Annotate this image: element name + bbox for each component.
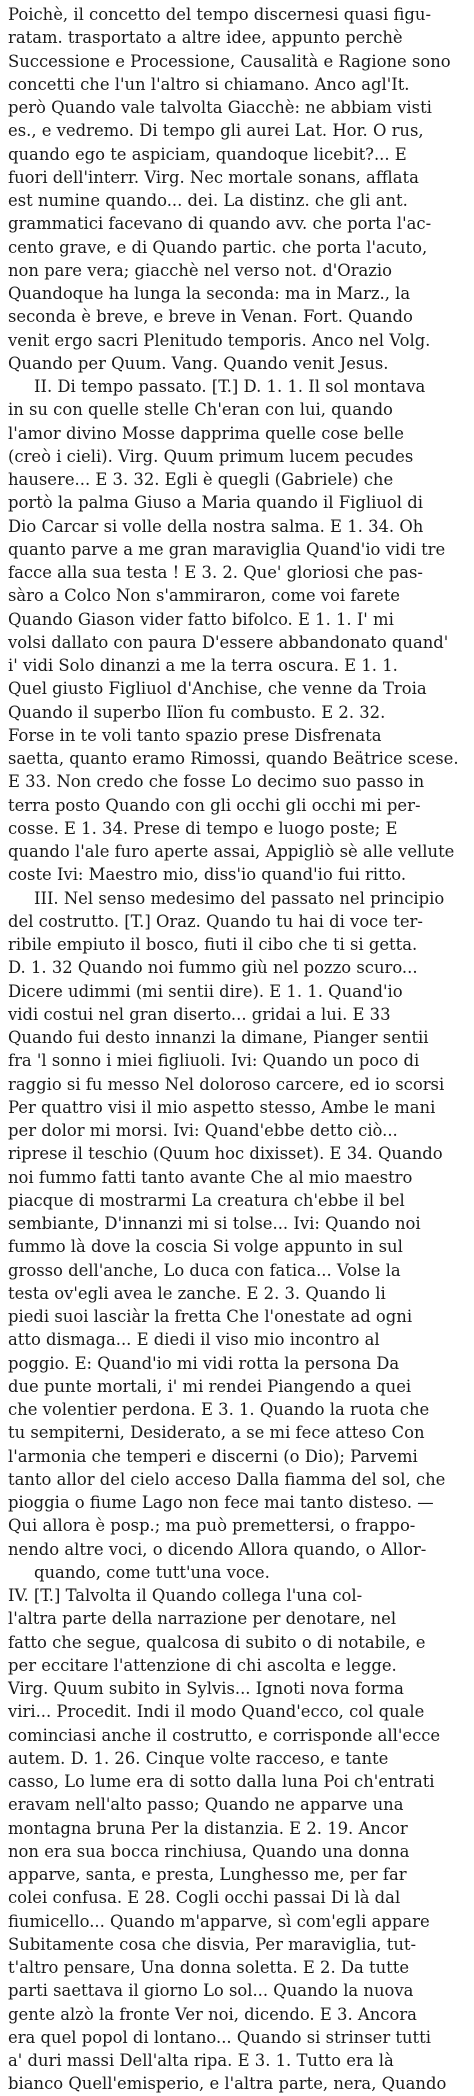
text-line: noi fummo fatti tanto avante Che al mio maestro <box>8 1167 413 1187</box>
text-line: Quel giusto Figliuol d'Anchise, che venne da Troia <box>8 679 427 699</box>
text-line: Qui allora è posp.; ma può premettersi, o frappo- <box>8 1516 416 1536</box>
text-line: Dicere udimmi (mi sentii dire). E 1. 1. Quand'io <box>8 981 403 1001</box>
text-line: in su con quelle stelle Ch'eran con lui, quando <box>8 400 393 420</box>
text-line: casso, Lo lume era di sotto dalla luna Poi ch'entrati <box>8 1772 435 1791</box>
text-line: (creò i cieli). Virg. Quum primum lucem pecudes <box>8 446 414 466</box>
text-line: es., e vedremo. Di tempo gli aurei Lat. Hor. O rus, <box>8 121 424 141</box>
text-line: Virg. Quum subito in Sylvis... Ignoti nova forma <box>8 1679 404 1698</box>
text-line: IV. [T.] Talvolta il Quando collega l'una col- <box>8 1586 363 1605</box>
text-line: II. Di tempo passato. [T.] D. 1. 1. Il sol montava <box>34 377 426 396</box>
text-line: parti saettava il giorno Lo sol... Quando la nuova <box>8 1981 414 2001</box>
text-line: colei confusa. E 28. Cogli occhi passai Di là dal <box>8 1888 401 1908</box>
text-line: apparve, santa, e presta, Lunghesso me, per far <box>8 1865 407 1884</box>
text-line: D. 1. 32 Quando noi fummo giù nel pozzo scuro... <box>8 958 418 978</box>
text-line: raggio si fu messo Nel doloroso carcere, ed io scorsi <box>8 1074 445 1094</box>
text-line: Quandoque ha lunga la seconda: ma in Marz., la <box>8 284 411 303</box>
text-line: venit ergo sacri Plenitudo temporis. Anco nel Volg. <box>8 330 431 350</box>
text-line: saetta, quanto eramo Rimossi, quando Beätrice scese. <box>8 749 459 768</box>
text-line: testa ov'egli avea le zanche. E 2. 3. Quando li <box>8 1283 386 1303</box>
entry-text-column <box>8 3 468 2096</box>
text-line: seconda è breve, e breve in Venan. Fort. Quando <box>8 307 413 327</box>
text-line: fatto che segue, qualcosa di subito o di notabile, e <box>8 1632 426 1652</box>
text-line: montagna bruna Per la distanzia. E 2. 19. Ancor <box>8 1818 408 1838</box>
text-line: fra 'l sonno i miei figliuoli. Ivi: Quando un poco di <box>8 1051 420 1071</box>
text-line: riprese il teschio (Quum hoc dixisset). E 34. Quando <box>8 1144 443 1164</box>
text-line: cosse. E 1. 34. Prese di tempo e luogo poste; E <box>8 818 398 838</box>
text-line: sàro a Colco Non s'ammiraron, come voi farete <box>8 586 401 606</box>
text-line: era quel popol di lontano... Quando si strinser tutti <box>8 2027 431 2047</box>
text-line: piedi suoi lasciàr la fretta Che l'onestate ad ogni <box>8 1307 413 1326</box>
text-line: Successione e Processione, Causalità e Ragione sono <box>8 51 451 71</box>
text-line: hausere... E 3. 32. Egli è quegli (Gabriele) che <box>8 470 394 489</box>
text-line: sembiante, D'innanzi mi si tolse... Ivi: Quando noi <box>8 1214 421 1233</box>
text-line: cento grave, e di Quando partic. che porta l'acuto, <box>8 237 428 257</box>
text-line: viri... Procedit. Indi il modo Quand'ecco, col quale <box>8 1702 425 1722</box>
text-line: concetti che l'un l'altro si chiamano. Anco agl'It. <box>8 74 410 94</box>
text-line: a' duri massi Dell'alta ripa. E 3. 1. Tutto era là <box>8 2051 394 2070</box>
text-line: E 33. Non credo che fosse Lo decimo suo passo in <box>8 772 425 792</box>
text-line: Quando il superbo Ilïon fu combusto. E 2. 32. <box>8 702 386 722</box>
text-line: quando, come tutt'una voce. <box>34 1562 270 1582</box>
text-line: l'armonia che temperi e discerni (o Dio); Parvemi <box>8 1446 418 1466</box>
text-line: est numine quando... dei. La distinz. che gli ant. <box>8 191 408 210</box>
text-line: due punte mortali, i' mi rendei Piangendo a quei <box>8 1376 412 1396</box>
text-line: piacque di mostrarmi La creatura ch'ebbe il bel <box>8 1190 405 1210</box>
text-line: poggio. E: Quand'io mi vidi rotta la persona Da <box>8 1353 400 1373</box>
text-line: fiumicello... Quando m'apparve, sì com'egli appare <box>8 1911 430 1931</box>
text-line: fuori dell'interr. Virg. Nec mortale sonans, afflata <box>8 167 419 187</box>
text-line: facce alla sua testa ! E 3. 2. Que' gloriosi che pas- <box>8 563 423 582</box>
text-line: l'amor divino Mosse dapprima quelle cose belle <box>8 423 404 443</box>
text-line: Per quattro visi il mio aspetto stesso, Ambe le mani <box>8 1097 436 1117</box>
text-line: Quando Giason vider fatto bifolco. E 1. 1. I' mi <box>8 609 394 629</box>
text-line: del costrutto. [T.] Oraz. Quando tu hai di voce ter- <box>8 911 423 931</box>
text-line: gente alzò la fronte Ver noi, dicendo. E 3. Ancora <box>8 2004 417 2024</box>
text-line: grammatici facevano di quando avv. che porta l'ac- <box>8 214 432 234</box>
text-line: non era sua bocca rinchiusa, Quando una donna <box>8 1841 410 1861</box>
text-line: t'altro pensare, Una donna soletta. E 2. Da tutte <box>8 1958 410 1977</box>
text-line: Poichè, il concetto del tempo discernesi quasi figu- <box>8 5 431 24</box>
text-line: terra posto Quando con gli occhi gli occhi mi per- <box>8 795 421 815</box>
text-line: nendo altre voci, o dicendo Allora quando, o Allor- <box>8 1539 427 1559</box>
text-line: Forse in te voli tanto spazio prese Disfrenata <box>8 725 382 745</box>
text-line: volsi dallato con paura D'essere abbandonato quand' <box>8 632 449 652</box>
text-line: III. Nel senso medesimo del passato nel principio <box>34 888 445 908</box>
text-line: Quando per Quum. Vang. Quando venit Jesus. <box>8 353 389 373</box>
text-line: atto dismaga... E diedi il viso mio incontro al <box>8 1330 380 1350</box>
text-line: ribile empiuto il bosco, fiuti il cibo che ti si getta. <box>8 935 418 954</box>
text-line: ratam. trasportato a altre idee, appunto perchè <box>8 28 403 48</box>
text-line: eravam nell'alto passo; Quando ne apparve una <box>8 1795 404 1815</box>
text-line: Subitamente cosa che disvia, Per maraviglia, tut- <box>8 1934 416 1954</box>
text-line: portò la palma Giuso a Maria quando il Figliuol di <box>8 493 423 513</box>
text-line: quanto parve a me gran maraviglia Quand'io vidi tre <box>8 539 446 559</box>
text-line: però Quando vale talvolta Giacchè: ne abbiam visti <box>8 98 432 117</box>
text-line: non pare vera; giacchè nel verso not. d'Orazio <box>8 260 393 280</box>
text-line: grosso dell'anche, Lo duca con fatica... Volse la <box>8 1260 401 1280</box>
text-line: cominciasi anche il costrutto, e corrisponde all'ecce <box>8 1725 441 1745</box>
text-line: per dolor mi morsi. Ivi: Quand'ebbe detto ciò... <box>8 1121 398 1140</box>
text-line: quando ego te aspiciam, quandoque licebit?... E <box>8 144 407 164</box>
text-line: tu sempiterni, Desiderato, a se mi fece atteso Con <box>8 1423 425 1443</box>
text-line: autem. D. 1. 26. Cinque volte racceso, e tante <box>8 1748 389 1768</box>
text-line: Dio Carcar si volle della nostra salma. E 1. 34. Oh <box>8 516 424 536</box>
text-line: pioggia o fiume Lago non fece mai tanto disteso. — <box>8 1493 434 1512</box>
text-line: vidi costui nel gran diserto... gridai a lui. E 33 <box>8 1004 391 1024</box>
text-line: per eccitare l'attenzione di chi ascolta e legge. <box>8 1655 397 1675</box>
text-line: che volentier perdona. E 3. 1. Quando la ruota che <box>8 1400 430 1419</box>
text-line: fummo là dove la coscia Si volge appunto in sul <box>8 1237 403 1257</box>
text-line: bianco Quell'emisperio, e l'altra parte, nera, Quando <box>8 2074 447 2094</box>
text-line: quando l'ale furo aperte assai, Appigliò sè alle vellute <box>8 842 455 861</box>
text-line: l'altra parte della narrazione per denotare, nel <box>8 1609 397 1629</box>
text-line: coste Ivi: Maestro mio, diss'io quand'io fui ritto. <box>8 865 407 885</box>
text-line: tanto allor del cielo acceso Dalla fiamma del sol, che <box>8 1469 446 1489</box>
text-line: Quando fui desto innanzi la dimane, Pianger sentii <box>8 1028 429 1047</box>
text-line: i' vidi Solo dinanzi a me la terra oscura. E 1. 1. <box>8 656 398 675</box>
